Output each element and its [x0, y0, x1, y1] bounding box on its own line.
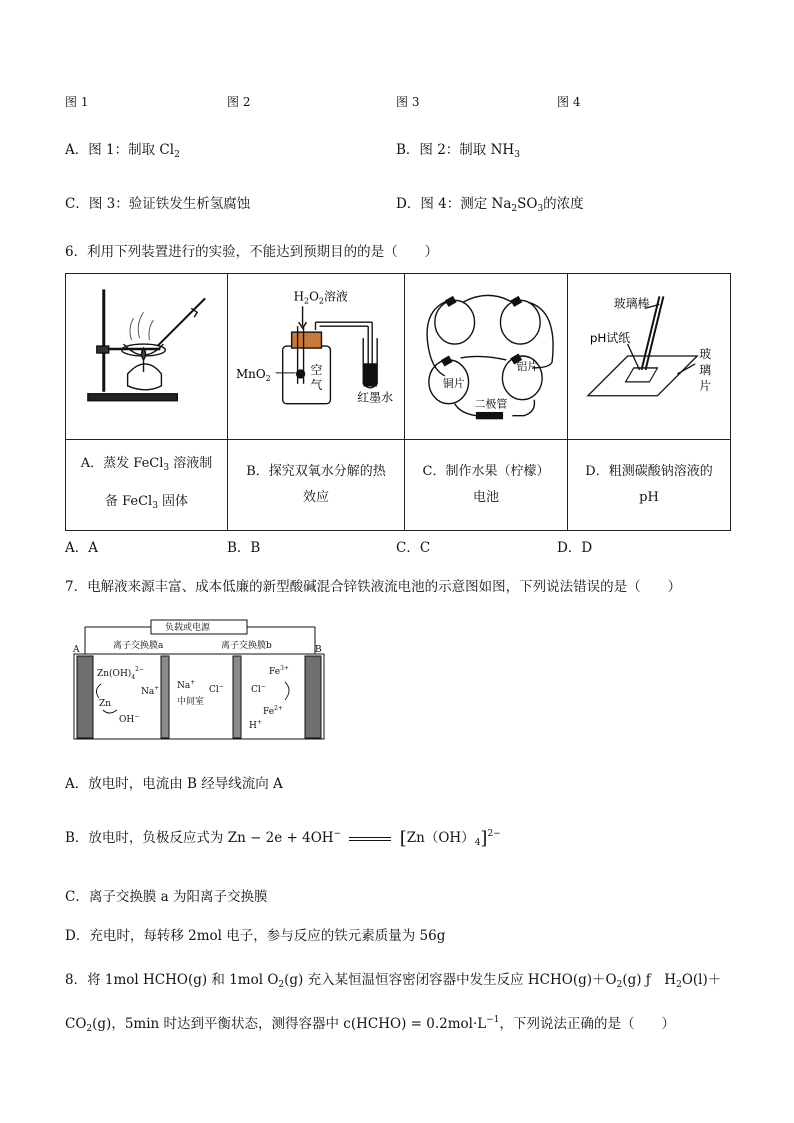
q8-l1-c-sub: 2 — [676, 980, 682, 990]
q6-answer-d: D．D — [557, 540, 593, 556]
oh-label: OH− — [119, 713, 140, 725]
q7-option-c: C．离子交换膜 a 为阳离子交换膜 — [65, 889, 268, 905]
q8-l2-a: CO — [65, 1016, 87, 1032]
caption-b-line2: 效应 — [302, 490, 329, 505]
mno2-label: MnO$_2$ — [235, 366, 271, 383]
q5-b-sub: 3 — [514, 150, 520, 160]
q5-d-s1: 2 — [511, 204, 518, 214]
flow-battery-diagram — [73, 618, 325, 740]
figure-label-1: 图 1 — [65, 95, 89, 109]
membrane-a-label: 离子交换膜a — [113, 641, 164, 651]
q5-b-prefix: B．图 2：制取 — [396, 142, 491, 158]
mid-cl-label: Cl− — [209, 683, 224, 695]
q8-l2-a-sub: 2 — [86, 1024, 93, 1034]
zn-complex-label: $Zn(OH)_4^{2-}$ — [97, 666, 144, 681]
q5-a-formula: Cl — [159, 142, 175, 158]
q8-l2-b-sup: −1 — [486, 1015, 500, 1025]
q8-l1-a: 8．将 1mol HCHO(g) 和 1mol O — [65, 972, 279, 988]
ph-paper-label: pH试纸 — [589, 331, 631, 346]
air-label-1: 空 — [310, 362, 323, 377]
glass-label-2: 璃 — [699, 362, 712, 377]
q6-stem: 6．利用下列装置进行的实验，不能达到预期目的的是（ ） — [65, 244, 439, 260]
q5-b-formula: NH — [490, 142, 515, 158]
q7-b-complex: Zn（OH） — [406, 830, 475, 846]
glass-rod-label: 玻璃棒 — [613, 296, 650, 311]
q7-option-b: B．放电时，负极反应式为 Zn − 2e + 4OH− $[Zn(OH)_4]^{2-}$ — [65, 828, 501, 849]
electrode-b-label: B — [315, 645, 322, 655]
q6-caption-d — [568, 440, 731, 531]
caption-a-line1-end: 溶液制 — [169, 456, 213, 471]
q6-image-d — [568, 274, 731, 440]
na-ion-left: Na+ — [141, 685, 160, 697]
q8-l1-a-sub: 2 — [278, 980, 285, 990]
q5-option-b — [396, 138, 520, 160]
h2o2-label: $H_2O_2$溶液 — [293, 289, 348, 306]
caption-a-sub2: 3 — [152, 501, 158, 511]
q5-d-prefix: D．图 4：测定 — [396, 196, 492, 212]
q7-option-d: D．充电时，每转移 2mol 电子，参与反应的铁元素质量为 56g — [65, 928, 446, 944]
air-label-2: 气 — [310, 377, 323, 392]
electrode-a-label: A — [73, 645, 80, 655]
q6-caption-b — [228, 440, 405, 531]
mid-na-label: Na+ — [177, 679, 196, 691]
q8-l2-b: (g)，5min 时达到平衡状态，测得容器中 c(HCHO) = 0.2mol·L — [92, 1016, 487, 1032]
caption-a-line1: A．蒸发 FeCl — [80, 456, 164, 471]
caption-a-line2: 备 FeCl — [104, 494, 153, 509]
q8-l2-c: ，下列说法正确的是（ ） — [499, 1016, 675, 1032]
membrane-b-label: 离子交换膜b — [221, 641, 272, 651]
q6-table — [65, 273, 731, 531]
caption-b-line1: B．探究双氧水分解的热 — [246, 464, 386, 479]
figure-label-3: 图 3 — [396, 95, 420, 109]
q8-l1-b-sub: 2 — [616, 980, 623, 990]
q5-option-c: C．图 3：验证铁发生析氢腐蚀 — [65, 196, 251, 212]
q6-caption-c — [405, 440, 568, 531]
caption-c-line2: 电池 — [472, 490, 499, 505]
evaporation-apparatus-icon — [66, 274, 227, 439]
glass-label-1: 玻 — [699, 346, 712, 361]
h2o2-apparatus-icon — [228, 274, 404, 439]
q6-image-b — [228, 274, 405, 440]
copper-label: 铜片 — [442, 376, 465, 390]
q6-answer-b: B．B — [227, 540, 261, 556]
q5-a-sub: 2 — [174, 150, 180, 160]
q5-d-f2: SO — [517, 196, 538, 212]
fe2-label: $Fe^{2+}$ — [263, 705, 283, 717]
q5-d-f1: Na — [491, 196, 512, 212]
diode-label: 二极管 — [474, 397, 508, 411]
q8-line-1 — [65, 968, 721, 990]
caption-a-sub1: 3 — [163, 463, 170, 473]
q6-image-c — [405, 274, 568, 440]
q7-b-charge: 2− — [487, 829, 501, 839]
q6-answer-a: A．A — [65, 540, 98, 556]
q8-l1-c: (g) ƒ H — [622, 972, 677, 988]
q5-d-s2: 3 — [537, 204, 544, 214]
q7-b-equals — [349, 837, 391, 841]
q8-l1-b: (g) 充入某恒温恒容密闭容器中发生反应 HCHO(g)＋O — [284, 972, 617, 988]
caption-d-line1: D．粗测碳酸钠溶液的 — [585, 464, 713, 479]
fruit-battery-icon — [405, 274, 567, 439]
q5-d-suffix: 的浓度 — [543, 196, 584, 212]
caption-a-line2-end: 固体 — [157, 494, 189, 509]
middle-chamber-label: 中间室 — [177, 697, 205, 707]
caption-d-line2: pH — [639, 490, 659, 505]
q5-option-d — [396, 192, 584, 214]
q7-b-prefix: B．放电时，负极反应式为 Zn − 2e + 4OH — [65, 830, 334, 846]
ph-test-icon — [568, 274, 730, 439]
caption-c-line1: C．制作水果（柠檬） — [422, 464, 550, 479]
aluminum-label: 铝片 — [516, 359, 539, 373]
q8-line-2 — [65, 1012, 675, 1034]
q5-option-a — [65, 138, 180, 160]
q7-b-sup: − — [333, 829, 342, 839]
glass-label-3: 片 — [699, 378, 712, 393]
figure-label-2: 图 2 — [227, 95, 251, 109]
q8-l1-d: O(l)＋ — [681, 972, 722, 988]
q7-b-sub: 4 — [474, 838, 481, 848]
q5-a-prefix: A．图 1：制取 — [65, 142, 160, 158]
load-label: 负载或电源 — [165, 623, 211, 633]
q6-caption-a — [66, 440, 228, 531]
zn-label: Zn — [99, 699, 112, 709]
q7-stem: 7．电解液来源丰富、成本低廉的新型酸碱混合锌铁液流电池的示意图如图，下列说法错误的是（ ） — [65, 579, 682, 595]
cl-right-label: Cl− — [251, 683, 266, 695]
q6-image-a — [66, 274, 228, 440]
q7-option-a: A．放电时，电流由 B 经导线流向 A — [65, 776, 283, 792]
figure-label-4: 图 4 — [557, 95, 581, 109]
h-ion-label: H+ — [249, 719, 262, 731]
q6-answer-c: C．C — [396, 540, 431, 556]
fe3-label: $Fe^{3+}$ — [269, 665, 289, 677]
red-ink-label: 红墨水 — [357, 390, 394, 405]
